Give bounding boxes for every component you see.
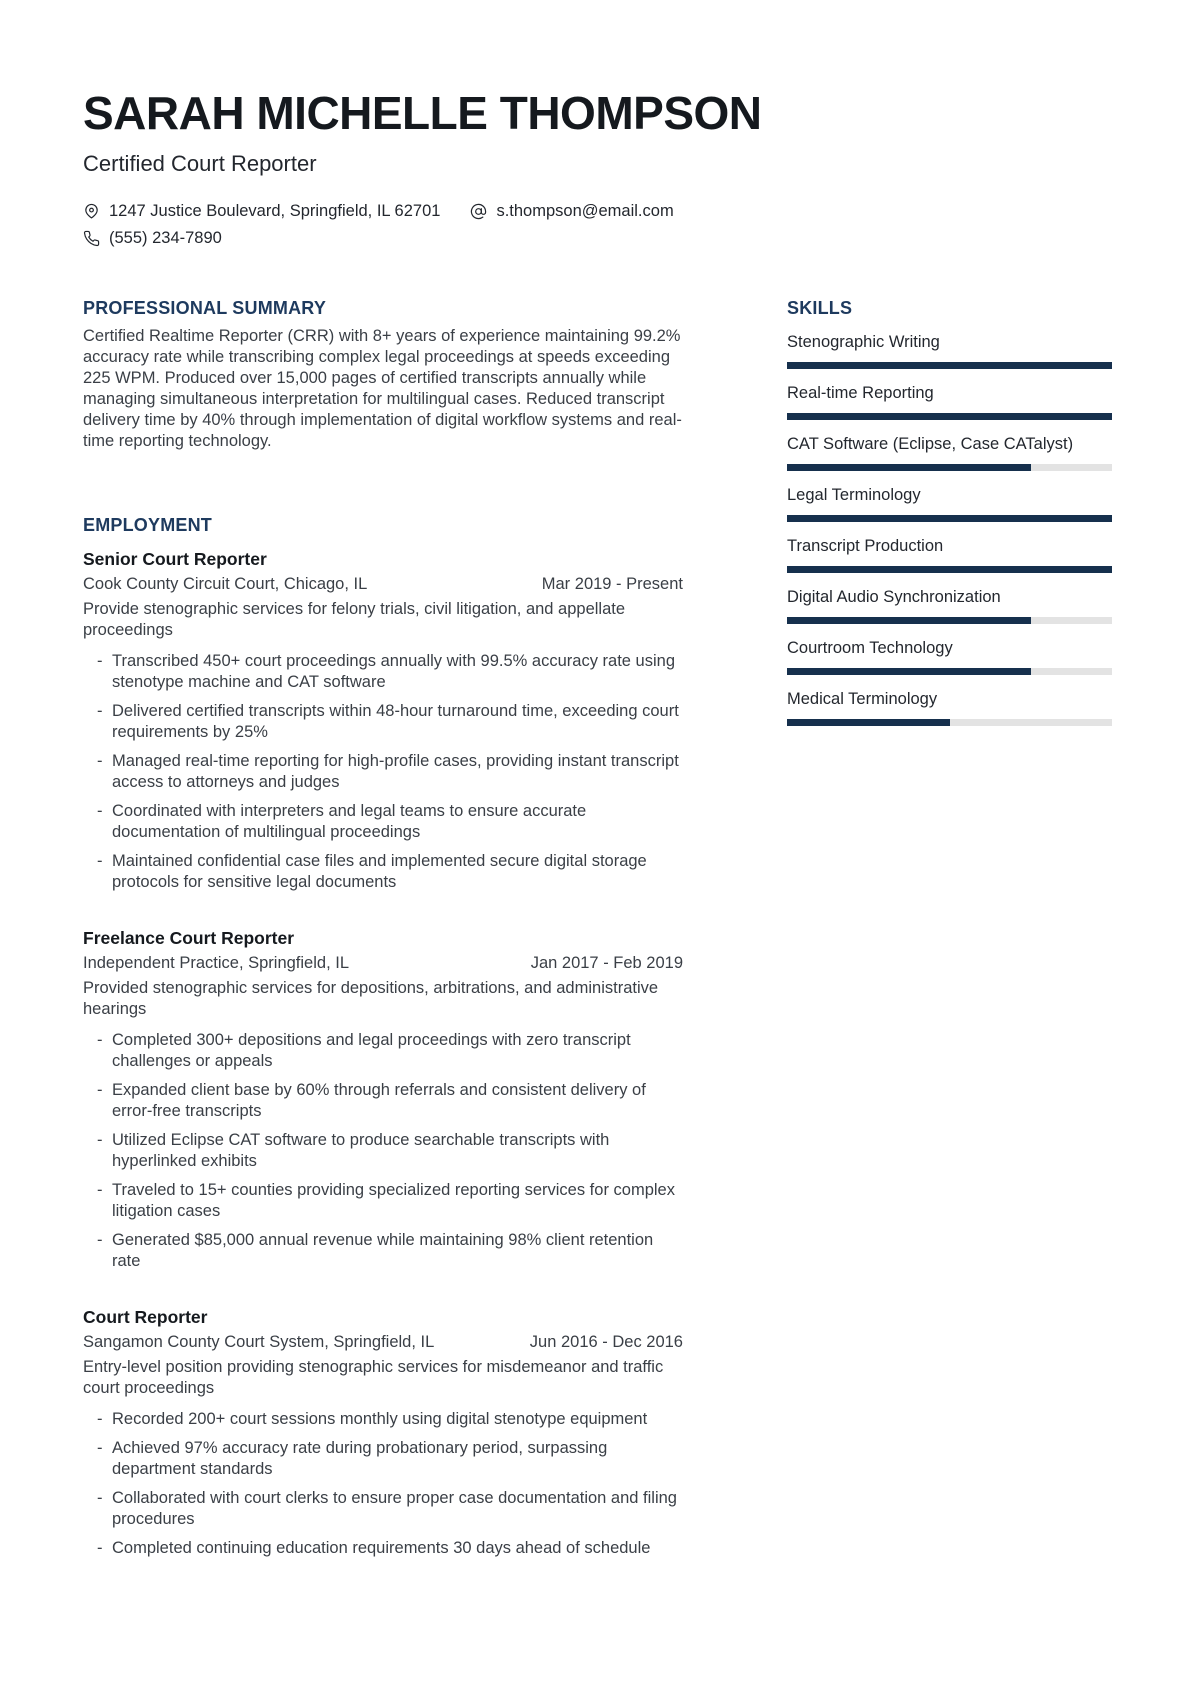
job-bullets [83, 1409, 683, 1559]
job-meta-row [83, 953, 683, 974]
bullet-dash-marker: - [97, 1489, 103, 1508]
skill-bar-fill [787, 464, 1031, 471]
contact-address-text: 1247 Justice Boulevard, Springfield, IL 62701 [109, 202, 441, 221]
skill-bar-track [787, 668, 1112, 675]
skill-bar-fill [787, 362, 1112, 369]
person-title: Certified Court Reporter [83, 151, 317, 176]
employment-heading: EMPLOYMENT [83, 515, 213, 536]
bullet-dash-marker: - [97, 852, 103, 871]
job-bullet [83, 1130, 683, 1172]
job-bullet [83, 1488, 683, 1530]
job-dates: Jun 2016 - Dec 2016 [529, 1333, 683, 1352]
job-meta-row [83, 1332, 683, 1353]
job-company: Cook County Circuit Court, Chicago, IL [83, 575, 368, 594]
job-bullet [83, 701, 683, 743]
skill-bar-fill [787, 515, 1112, 522]
contact-row [83, 229, 1112, 248]
skill-item [787, 434, 1112, 471]
job-bullet [83, 1230, 683, 1272]
bullet-text: Achieved 97% accuracy rate during probationary period, surpassing department standards [112, 1439, 608, 1479]
skill-item [787, 587, 1112, 624]
job-bullets [83, 1030, 683, 1272]
person-name: SARAH MICHELLE THOMPSON [83, 87, 762, 139]
bullet-dash-marker: - [97, 1131, 103, 1150]
skill-name: Stenographic Writing [787, 333, 940, 352]
job-bullet [83, 1080, 683, 1122]
skill-item [787, 383, 1112, 420]
job-entry [83, 927, 683, 1272]
contact-phone-text: (555) 234-7890 [109, 229, 222, 248]
contact-email-text: s.thompson@email.com [496, 202, 674, 221]
main-column [83, 297, 683, 1559]
job-bullet [83, 1409, 683, 1430]
contact-phone [83, 229, 222, 248]
employment-section [83, 514, 683, 1559]
skill-bar-track [787, 464, 1112, 471]
job-title: Senior Court Reporter [83, 549, 267, 570]
bullet-dash-marker: - [97, 702, 103, 721]
job-list [83, 548, 683, 1559]
bullet-dash-marker: - [97, 1081, 103, 1100]
skills-section [787, 297, 1112, 726]
skill-bar-track [787, 413, 1112, 420]
skill-item [787, 332, 1112, 369]
skill-name: Legal Terminology [787, 486, 921, 505]
skill-bar-fill [787, 719, 950, 726]
bullet-text: Coordinated with interpreters and legal teams to ensure accurate documentation of multilingual proceedings [112, 802, 587, 842]
job-description: Provide stenographic services for felony trials, civil litigation, and appellate proceedings [83, 600, 626, 640]
skill-item [787, 638, 1112, 675]
bullet-text: Expanded client base by 60% through referrals and consistent delivery of error-free transcripts [112, 1081, 646, 1121]
summary-heading: PROFESSIONAL SUMMARY [83, 298, 327, 319]
contact-email [470, 202, 673, 221]
skills-heading: SKILLS [787, 298, 853, 319]
bullet-text: Utilized Eclipse CAT software to produce searchable transcripts with hyperlinked exhibits [112, 1131, 610, 1171]
bullet-dash-marker: - [97, 1231, 103, 1250]
skill-item [787, 485, 1112, 522]
bullet-dash-marker: - [97, 1539, 103, 1558]
bullet-text: Maintained confidential case files and implemented secure digital storage protocols for sensitive legal documents [112, 852, 647, 892]
bullet-dash-marker: - [97, 802, 103, 821]
job-bullet [83, 1030, 683, 1072]
job-bullets [83, 651, 683, 893]
bullet-text: Collaborated with court clerks to ensure proper case documentation and filing procedures [112, 1489, 677, 1529]
job-bullet [83, 751, 683, 793]
bullet-text: Generated $85,000 annual revenue while maintaining 98% client retention rate [112, 1231, 654, 1271]
job-dates: Mar 2019 - Present [541, 575, 683, 594]
skill-name: Real-time Reporting [787, 384, 934, 403]
resume-header [83, 87, 1112, 248]
side-column [787, 297, 1112, 1559]
skill-item [787, 536, 1112, 573]
bullet-text: Transcribed 450+ court proceedings annually with 99.5% accuracy rate using stenotype machine and CAT software [112, 652, 675, 692]
job-bullet [83, 801, 683, 843]
bullet-text: Managed real-time reporting for high-profile cases, providing instant transcript access to attorneys and judges [112, 752, 679, 792]
skill-bar-fill [787, 566, 1112, 573]
at-sign-icon [470, 203, 487, 220]
job-bullet [83, 851, 683, 893]
contact-address [83, 202, 440, 221]
phone-icon [83, 230, 100, 247]
professional-summary-section [83, 297, 683, 452]
job-entry [83, 1306, 683, 1559]
contact-row [83, 202, 1112, 221]
skill-bar-track [787, 362, 1112, 369]
job-bullet [83, 651, 683, 693]
location-pin-icon [83, 203, 100, 220]
skill-bar-track [787, 617, 1112, 624]
bullet-text: Recorded 200+ court sessions monthly using digital stenotype equipment [112, 1410, 648, 1429]
skill-name: Courtroom Technology [787, 639, 953, 658]
skill-name: CAT Software (Eclipse, Case CATalyst) [787, 435, 1074, 454]
skill-name: Medical Terminology [787, 690, 938, 709]
skill-name: Digital Audio Synchronization [787, 588, 1001, 607]
bullet-dash-marker: - [97, 1031, 103, 1050]
job-bullet [83, 1180, 683, 1222]
job-description: Provided stenographic services for depositions, arbitrations, and administrative hearings [83, 979, 659, 1019]
contact-block [83, 202, 1112, 248]
job-company: Independent Practice, Springfield, IL [83, 954, 350, 973]
job-title: Court Reporter [83, 1307, 208, 1328]
skill-bar-fill [787, 413, 1112, 420]
skill-bar-fill [787, 668, 1031, 675]
job-title: Freelance Court Reporter [83, 928, 295, 949]
content-columns [83, 297, 1112, 1559]
bullet-dash-marker: - [97, 1439, 103, 1458]
job-bullet [83, 1438, 683, 1480]
skill-bar-track [787, 566, 1112, 573]
job-dates: Jan 2017 - Feb 2019 [530, 954, 683, 973]
skill-bar-fill [787, 617, 1031, 624]
bullet-dash-marker: - [97, 1410, 103, 1429]
bullet-dash-marker: - [97, 1181, 103, 1200]
job-entry [83, 548, 683, 893]
bullet-text: Traveled to 15+ counties providing specialized reporting services for complex litigation cases [112, 1181, 675, 1221]
skill-name: Transcript Production [787, 537, 944, 556]
skills-list [787, 332, 1112, 726]
job-bullet [83, 1538, 683, 1559]
job-meta-row [83, 574, 683, 595]
bullet-text: Completed continuing education requirements 30 days ahead of schedule [112, 1539, 651, 1558]
skill-item [787, 689, 1112, 726]
skill-bar-track [787, 719, 1112, 726]
summary-text: Certified Realtime Reporter (CRR) with 8+ years of experience maintaining 99.2% accuracy rate while transcribing complex legal proceedings at speeds exceeding 225 WPM. Produced over 15,000 pages of certified transcripts annually while managing simultaneous interpretation for multilingual cases. Reduced transcript delivery time by 40% through implementation of digital workflow systems and real-time reporting technology. [83, 327, 682, 451]
bullet-dash-marker: - [97, 652, 103, 671]
bullet-text: Completed 300+ depositions and legal proceedings with zero transcript challenges or appeals [112, 1031, 631, 1071]
job-description: Entry-level position providing stenographic services for misdemeanor and traffic court proceedings [83, 1358, 664, 1398]
bullet-text: Delivered certified transcripts within 48-hour turnaround time, exceeding court requirements by 25% [112, 702, 679, 742]
skill-bar-track [787, 515, 1112, 522]
job-company: Sangamon County Court System, Springfield, IL [83, 1333, 435, 1352]
bullet-dash-marker: - [97, 752, 103, 771]
